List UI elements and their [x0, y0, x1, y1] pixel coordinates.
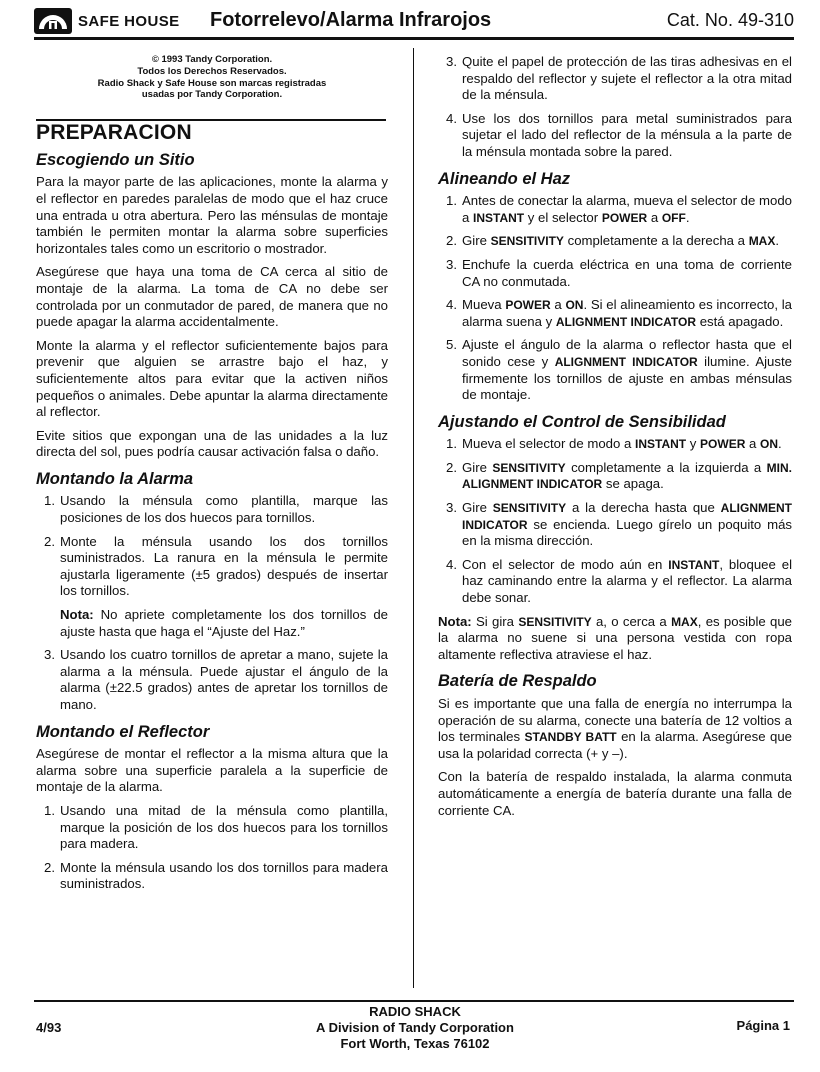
- right-column: [438, 50, 792, 826]
- heading-bateria: Batería de Respaldo: [438, 672, 597, 691]
- header-rule: [34, 37, 794, 40]
- list-item: 3. Enchufe la cuerda eléctrica en una toma de corriente CA no conmutada.: [446, 256, 792, 289]
- list-item: 1. Mueva el selector de modo a INSTANT y POWER a ON.: [446, 436, 782, 452]
- paragraph: Para la mayor parte de las aplicaciones, monte la alarma y el reflector en paredes paralelas de modo que el haz cruce una entrada u otra abertura. Pero las ménsulas de montaje también le permiten montar la alarma sobre superficies horizontales tales como un escritorio o mostrador.: [36, 174, 388, 256]
- brand-name: SAFE HOUSE: [78, 13, 180, 30]
- heading-alineando: Alineando el Haz: [438, 169, 571, 188]
- list-montando-alarma: [36, 493, 388, 600]
- list-item: 1. Usando la ménsula como plantilla, marque las posiciones de los dos huecos para tornillos.: [44, 493, 388, 526]
- list-item: 2. Gire SENSITIVITY completamente a la izquierda a MIN. ALIGNMENT INDICATOR se apaga.: [446, 459, 792, 492]
- list-montando-reflector: [36, 803, 388, 893]
- document-title: Fotorrelevo/Alarma Infrarojos: [210, 9, 492, 31]
- list-item: 3. Quite el papel de protección de las tiras adhesivas en el respaldo del reflector y sujete el reflector a la otra mitad de la ménsula.: [446, 54, 792, 103]
- section-title: PREPARACION: [36, 121, 192, 145]
- house-logo-icon: [34, 8, 72, 34]
- list-item: 5. Ajuste el ángulo de la alarma o reflector hasta que el sonido cese y ALIGNMENT INDICATOR ilumine. Ajuste firmemente los tornillos de ajuste en ambas ménsulas de montaje.: [446, 337, 792, 403]
- list-item: 4. Con el selector de modo aún en INSTANT, bloquee el haz caminando entre la alarma y el reflector. La alarma debe sonar.: [446, 556, 792, 606]
- heading-sensibilidad: Ajustando el Control de Sensibilidad: [438, 412, 726, 431]
- footer-rule: [34, 1000, 794, 1002]
- list-item: 2. Monte la ménsula usando los dos tornillos para madera suministrados.: [44, 859, 388, 892]
- list-montando-alarma-cont: [36, 647, 388, 713]
- list-item: 4. Mueva POWER a ON. Si el alineamiento es incorrecto, la alarma suena y ALIGNMENT INDICATOR está apagado.: [446, 297, 792, 329]
- list-item: 1. Usando una mitad de la ménsula como plantilla, marque la posición de los dos huecos para los tornillos para madera.: [44, 802, 388, 852]
- list-item: 3. Usando los cuatro tornillos de apretar a mano, sujete la alarma a la ménsula. Puede ajustar el ángulo de la alarma (±22.5 grados) antes de apretar los tornillos de mano.: [44, 647, 388, 712]
- column-divider: [413, 48, 414, 988]
- list-item: 1. Antes de conectar la alarma, mueva el selector de modo a INSTANT y el selector POWER a OFF.: [446, 193, 792, 225]
- list-item: 3. Gire SENSITIVITY a la derecha hasta que ALIGNMENT INDICATOR se encienda. Luego gírelo un poquito más en la misma dirección.: [446, 500, 792, 549]
- paragraph: Evite sitios que expongan una de las unidades a la luz directa del sol, pues podría causar activación falsa o daño.: [36, 427, 388, 460]
- paragraph: Monte la alarma y el reflector suficientemente bajos para prevenir que alguien se arrastre bajo el haz, y suficientemente altos para evitar que la activen niños pequeños o animales. Debe apuntar la alarma directamente al reflector.: [36, 337, 388, 420]
- copyright-notice: © 1993 Tandy Corporation. Todos los Derechos Reservados. Radio Shack y Safe House son marcas registradas usadas por Tandy Corporation.: [97, 54, 327, 101]
- list-montando-reflector-cont: [438, 54, 792, 161]
- paragraph: Asegúrese que haya una toma de CA cerca al sitio de montaje de la alarma. La toma de CA no debe ser controlada por un conmutador de pared, de manera que no puede apagar la alarma accidentalmente.: [36, 264, 388, 330]
- page-number: Página 1: [736, 1018, 790, 1033]
- list-alineando: [438, 193, 792, 404]
- list-item: 2. Gire SENSITIVITY completamente a la derecha a MAX.: [446, 233, 780, 249]
- footer-date: 4/93: [36, 1020, 62, 1035]
- list-item: 4. Use los dos tornillos para metal suministrados para sujetar el lado del reflector de la ménsula a la parte de la ménsula montada sobre la pared.: [446, 110, 792, 159]
- left-column: [36, 50, 388, 900]
- list-sensibilidad: [438, 436, 792, 606]
- heading-escogiendo: Escogiendo un Sitio: [36, 150, 195, 169]
- note: Nota: No apriete completamente los dos tornillos de ajuste hasta que haga el “Ajuste del Haz.”: [60, 607, 388, 639]
- footer-company: RADIO SHACK A Division of Tandy Corporation Fort Worth, Texas 76102: [316, 1004, 514, 1051]
- heading-montando-alarma: Montando la Alarma: [36, 469, 194, 488]
- note-sensibilidad: Nota: Si gira SENSITIVITY a, o cerca a MAX, es posible que la alarma no suene si una persona vestida con ropa altamente reflectiva atraviese el haz.: [438, 613, 792, 662]
- paragraph: Con la batería de respaldo instalada, la alarma conmuta automáticamente a energía de batería durante una falla de corriente CA.: [438, 769, 792, 818]
- paragraph: Asegúrese de montar el reflector a la misma altura que la alarma sobre una superficie paralela a la superficie de montaje de la alarma.: [36, 746, 388, 795]
- heading-montando-reflector: Montando el Reflector: [36, 722, 210, 741]
- paragraph: Si es importante que una falla de energía no interrumpa la operación de su alarma, conecte una batería de 12 voltios a los terminales STANDBY BATT en la alarma. Asegúrese que usa la polaridad correcta (+ y –).: [438, 696, 792, 761]
- list-item: 2. Monte la ménsula usando los dos tornillos suministrados. La ranura en la ménsula le permite ajustarla ligeramente (±5 grados) después de insertar los tornillos.: [44, 533, 388, 599]
- page-header: [34, 6, 794, 40]
- catalog-number: Cat. No. 49-310: [666, 10, 794, 30]
